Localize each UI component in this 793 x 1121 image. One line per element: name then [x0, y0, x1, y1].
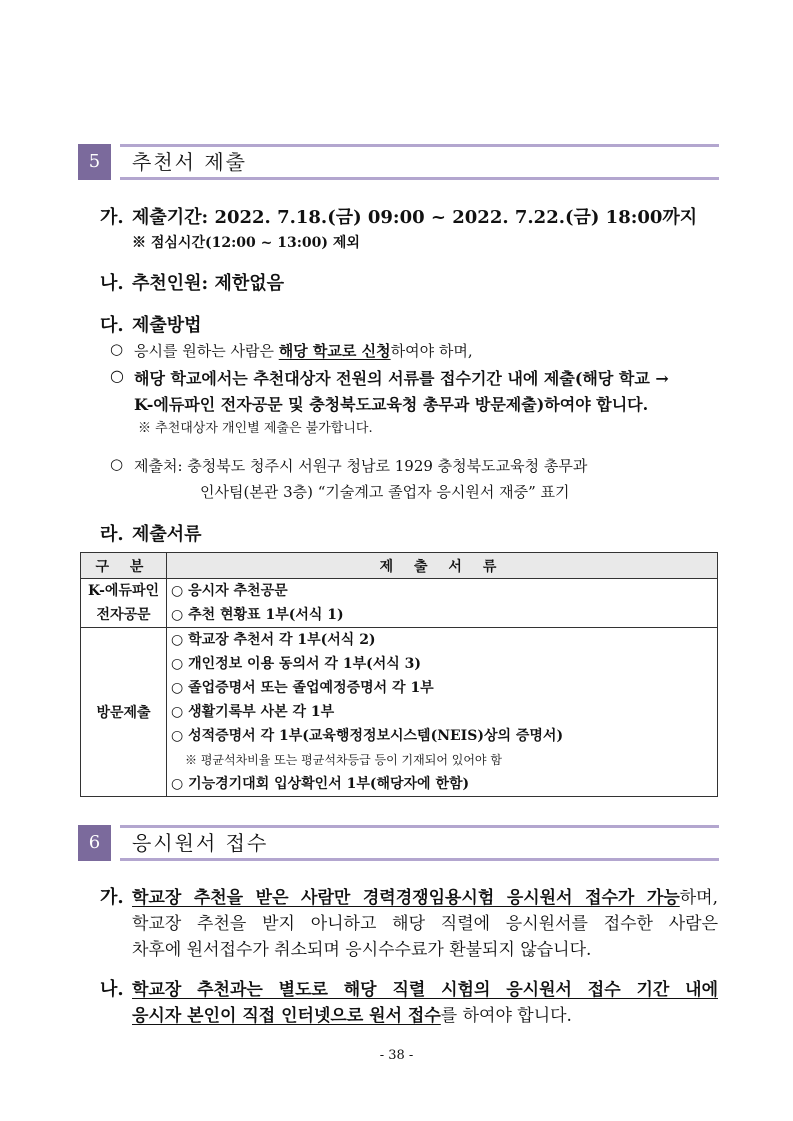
- section-5-rule-bottom: [120, 177, 719, 180]
- table-category-edufine: [81, 579, 167, 628]
- s5-method-item2-line2: K-에듀파인 전자공문 및 충청북도교육청 총무과 방문제출)하여야 합니다.: [134, 395, 649, 414]
- table-header-docs: 제 출 서 류: [167, 553, 718, 579]
- section-5-title: 추천서 제출: [132, 150, 247, 174]
- s5-recommend-count: 추천인원: 제한없음: [132, 273, 285, 294]
- doc-item: ○ 개인정보 이용 동의서 각 1부(서식 3): [171, 656, 422, 672]
- doc-item: ○ 기능경기대회 입상확인서 1부(해당자에 한함): [171, 776, 470, 792]
- table-header-row: [81, 553, 718, 579]
- section-6-rule-bottom: [120, 858, 719, 861]
- section-5-rule-top: [120, 144, 719, 147]
- s6-na-line2: [132, 1001, 718, 1026]
- section-6-number: 6: [78, 825, 111, 861]
- s5-method-item1-bold: 해당 학교로 신청: [278, 342, 391, 360]
- doc-item: ○ 졸업증명서 또는 졸업예정증명서 각 1부: [171, 680, 434, 696]
- section-6-header: [78, 825, 719, 861]
- table-category-visit: 방문제출: [81, 628, 167, 797]
- section-5-number: 5: [78, 144, 111, 180]
- s5-submission-period: 제출기간: 2022. 7.18.(금) 09:00 ~ 2022. 7.22.(금) 18:00까지: [132, 207, 698, 228]
- s5-method-item2-line1: 해당 학교에서는 추천대상자 전원의 서류를 접수기간 내에 제출(해당 학교 →: [134, 369, 669, 388]
- table-header-category: 구 분: [81, 553, 167, 579]
- s5-da-label: 다.: [100, 315, 124, 336]
- s6-na-line1: 학교장 추천과는 별도로 해당 직렬 시험의 응시원서 접수 기간 내에: [132, 980, 718, 1000]
- section-5-header: [78, 144, 719, 180]
- s5-ga-label: 가.: [100, 207, 124, 228]
- s5-docs-title: 제출서류: [132, 524, 202, 545]
- s6-ga-line2: 학교장 추천을 받지 아니하고 해당 직렬에 응시원서를 접수한 사람은: [132, 914, 718, 934]
- documents-table: [80, 552, 718, 797]
- doc-item: ○ 학교장 추천서 각 1부(서식 2): [171, 632, 376, 648]
- table-docs-visit: [167, 628, 718, 797]
- category-line: K-에듀파인: [87, 583, 160, 599]
- s5-method-item1-bullet: ○: [110, 340, 124, 358]
- s6-ga-label: 가.: [100, 887, 124, 908]
- s5-method-item1: [134, 340, 473, 361]
- doc-item: ○ 생활기록부 사본 각 1부: [171, 704, 335, 720]
- category-line: 전자공문: [96, 607, 151, 623]
- s6-ga-line1-bold: 학교장 추천을 받은 사람만 경력경쟁임용시험 응시원서 접수가 가능: [132, 888, 680, 908]
- s5-na-label: 나.: [100, 273, 124, 294]
- s5-method-item3-line2: 인사팀(본관 3층) “기술계고 졸업자 응시원서 재중” 표기: [200, 483, 570, 501]
- doc-item: ○ 성적증명서 각 1부(교육행정정보시스템(NEIS)상의 증명서): [171, 728, 564, 744]
- s5-method-item1-pre: 응시를 원하는 사람은: [134, 342, 279, 360]
- s5-method-title: 제출방법: [132, 315, 202, 336]
- s5-method-item3-line1: 제출처: 충청북도 청주시 서원구 청남로 1929 충청북도교육청 총무과: [134, 457, 588, 475]
- s6-na-line2-bold: 응시자 본인이 직접 인터넷으로 원서 접수: [132, 1006, 441, 1026]
- s6-ga-line3: 차후에 원서접수가 취소되며 응시수수료가 환불되지 않습니다.: [132, 940, 592, 960]
- doc-item: ○ 추천 현황표 1부(서식 1): [171, 607, 344, 623]
- s5-method-item3-bullet: ○: [110, 455, 124, 473]
- s5-ra-label: 라.: [100, 524, 124, 545]
- s5-method-item2-bullet: ○: [110, 366, 124, 385]
- s5-method-item1-post: 하여야 하며,: [390, 342, 473, 360]
- doc-note: ※ 평균석차비율 또는 평균석차등급 등이 기재되어 있어야 함: [185, 753, 502, 767]
- s6-ga-line1: [132, 883, 718, 908]
- doc-item: ○ 응시자 추천공문: [171, 583, 288, 599]
- section-6-title: 응시원서 접수: [132, 831, 269, 855]
- table-row: [81, 628, 718, 797]
- s5-method-item2-note: ※ 추천대상자 개인별 제출은 불가합니다.: [138, 421, 373, 436]
- s6-ga-line1-rest: 하며,: [679, 888, 718, 908]
- s6-na-line2-rest: 를 하여야 합니다.: [440, 1006, 572, 1026]
- s6-na-label: 나.: [100, 979, 124, 1000]
- page-number: - 38 -: [379, 1048, 414, 1063]
- s5-lunch-note: ※ 점심시간(12:00 ~ 13:00) 제외: [132, 235, 360, 251]
- table-docs-edufine: [167, 579, 718, 628]
- section-6-rule-top: [120, 825, 719, 828]
- table-row: [81, 579, 718, 628]
